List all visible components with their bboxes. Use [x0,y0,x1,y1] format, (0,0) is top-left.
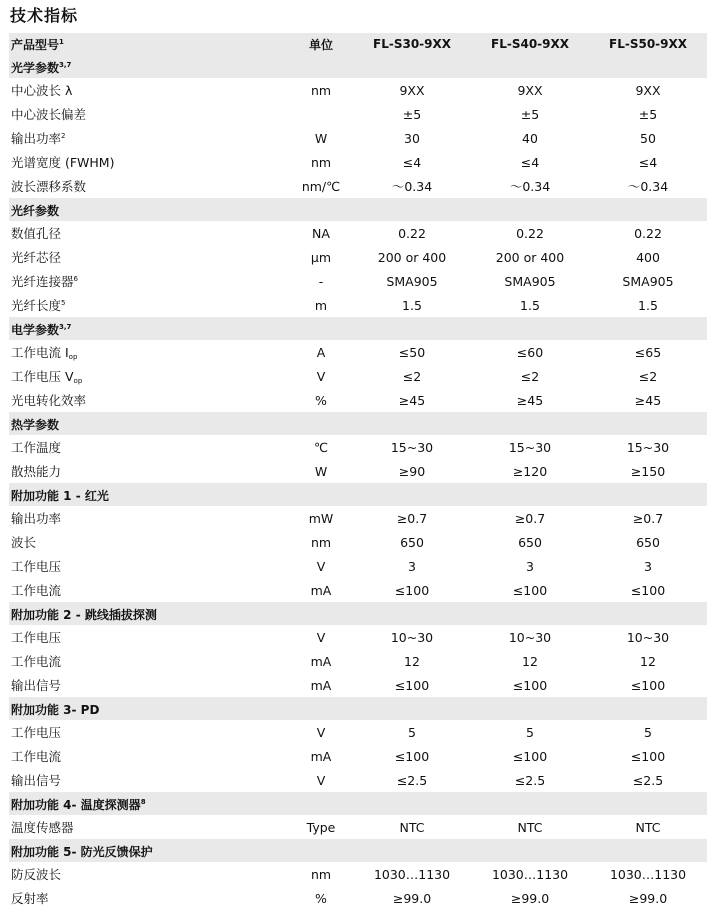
param-value: ≤100 [512,582,548,598]
table-row [9,768,707,792]
param-unit: nm/℃ [301,178,341,194]
param-value: 0.22 [634,225,662,241]
table-row [9,126,707,150]
param-value: 30 [404,130,420,146]
param-value: 15~30 [626,439,670,455]
table-row [9,815,707,839]
param-value: ≥45 [398,392,426,408]
table-row [9,506,707,530]
param-label: 输出功率 [11,511,62,526]
param-label: 工作温度 [11,440,62,455]
param-unit: V [316,724,326,740]
section-header-row [9,317,707,340]
param-value: 650 [518,534,542,550]
param-value: 5 [408,724,416,740]
param-label-cell [9,768,289,792]
param-label: 输出信号 [11,678,62,693]
param-label-cell [9,174,289,198]
param-value: ≥99.0 [510,890,550,906]
param-value: 3 [408,558,416,574]
param-label: 光谱宽度 (FWHM) [11,155,115,170]
param-unit: μm [310,249,332,265]
section-title-cell [9,792,707,815]
param-label-cell [9,673,289,697]
param-value: ≤100 [512,748,548,764]
param-value: ≤2.5 [396,772,428,788]
table-row [9,554,707,578]
param-value: 9XX [399,82,425,98]
param-value: 1030…1130 [373,866,451,882]
param-value: ≥99.0 [628,890,668,906]
param-value: 40 [522,130,538,146]
section-title-cell [9,317,707,340]
section-header-row [9,55,707,78]
param-unit: W [314,130,328,146]
param-label: 散热能力 [11,464,62,479]
table-row [9,578,707,602]
param-label: 工作电压 [11,725,62,740]
param-label-cell [9,649,289,673]
table-row [9,364,707,388]
section-title: 附加功能 3- PD [11,703,100,717]
param-label-cell [9,554,289,578]
param-label-cell [9,245,289,269]
param-value: 200 or 400 [495,249,565,265]
param-value: ≥150 [630,463,666,479]
section-title: 光学参数 [11,61,60,75]
param-label: 数值孔径 [11,226,62,241]
param-value: ≤50 [398,344,426,360]
section-title-cell [9,602,707,625]
param-value: 3 [644,558,652,574]
param-subscript: op [73,377,83,385]
header-model-2: FL-S40-9XX [471,33,589,55]
section-title-cell [9,697,707,720]
section-title: 附加功能 5- 防光反馈保护 [11,845,153,859]
table-row [9,673,707,697]
param-value: ≤4 [402,154,422,170]
param-unit: mW [308,510,334,526]
table-row [9,245,707,269]
param-value: ≥99.0 [392,890,432,906]
section-title-cell [9,483,707,506]
table-row [9,625,707,649]
param-value: ≤60 [516,344,544,360]
param-value: ≤100 [512,677,548,693]
param-value: ≤100 [630,582,666,598]
param-label-cell [9,886,289,910]
param-label: 工作电流 [11,749,62,764]
param-value: ≤100 [394,748,430,764]
param-value: ≥90 [398,463,426,479]
param-unit: nm [310,82,332,98]
param-value: ≤2 [402,368,422,384]
param-value: SMA905 [504,273,556,289]
param-unit: V [316,629,326,645]
param-unit: m [314,297,328,313]
footnote-marker: 3,7 [59,323,72,331]
param-value: 12 [522,653,538,669]
section-header-row [9,412,707,435]
param-label: 波长漂移系数 [11,179,87,194]
param-value: 12 [640,653,656,669]
table-row [9,862,707,886]
param-value: ≤100 [630,748,666,764]
param-label-cell [9,269,289,293]
param-value: 9XX [635,82,661,98]
param-label: 中心波长 λ [11,83,73,98]
param-value: ～0.34 [627,179,669,194]
param-value: ≤2 [520,368,540,384]
param-label-cell [9,625,289,649]
header-model-3: FL-S50-9XX [589,33,707,55]
param-label: 温度传感器 [11,820,74,835]
table-row [9,221,707,245]
param-value: ≥0.7 [514,510,546,526]
param-label-cell [9,78,289,102]
param-unit: nm [310,154,332,170]
param-label: 光纤芯径 [11,250,62,265]
footnote-marker: 6 [73,275,78,283]
param-value: ～0.34 [509,179,551,194]
section-header-row [9,198,707,221]
param-value: ≤4 [520,154,540,170]
param-value: 9XX [517,82,543,98]
param-label: 工作电流 [11,654,62,669]
param-value: 10~30 [626,629,670,645]
param-unit: nm [310,866,332,882]
param-value: ≥120 [512,463,548,479]
param-label-cell [9,388,289,412]
param-label: 防反波长 [11,867,62,882]
param-label-cell [9,578,289,602]
param-unit: mA [310,582,332,598]
param-subscript: op [68,353,78,361]
param-value: 0.22 [516,225,544,241]
param-value: 3 [526,558,534,574]
param-label-cell [9,340,289,364]
section-header-row [9,602,707,625]
param-value: 1.5 [402,297,422,313]
table-header-row [9,33,707,55]
param-value: 1030…1130 [491,866,569,882]
param-value: 15~30 [390,439,434,455]
param-value: ≤2.5 [632,772,664,788]
param-label: 光纤连接器 [11,274,74,289]
param-label: 工作电流 [11,583,62,598]
param-label-cell [9,221,289,245]
param-value: ≥45 [516,392,544,408]
param-label: 输出功率 [11,131,62,146]
param-label-cell [9,150,289,174]
param-value: ≥0.7 [396,510,428,526]
param-label-cell [9,720,289,744]
param-label: 光电转化效率 [11,393,87,408]
param-label-cell [9,102,289,126]
param-unit: W [314,463,328,479]
param-value: 0.22 [398,225,426,241]
param-value: ≤100 [394,582,430,598]
param-value: ≤4 [638,154,658,170]
table-row [9,102,707,126]
param-value: NTC [635,819,661,835]
param-value: NTC [517,819,543,835]
param-value: ≤100 [394,677,430,693]
param-label: 工作电压 V [11,369,74,384]
param-label-cell [9,293,289,317]
param-unit: mA [310,677,332,693]
param-value: 1.5 [520,297,540,313]
section-header-row [9,792,707,815]
table-row [9,269,707,293]
param-unit: Type [306,819,336,835]
param-label: 光纤长度 [11,298,62,313]
param-unit: V [316,368,326,384]
table-row [9,340,707,364]
param-value: ≤100 [630,677,666,693]
param-label: 输出信号 [11,773,62,788]
section-title-cell [9,55,707,78]
param-value: 1030…1130 [609,866,687,882]
footnote-marker: 3,7 [59,61,72,69]
param-unit: mA [310,653,332,669]
table-row [9,78,707,102]
param-value: 50 [640,130,656,146]
param-value: ≤2 [638,368,658,384]
header-model-1: FL-S30-9XX [353,33,471,55]
param-value: 400 [636,249,660,265]
param-label-cell [9,435,289,459]
param-label-cell [9,506,289,530]
param-label-cell [9,126,289,150]
spec-table [9,33,707,910]
footnote-marker: 1 [59,37,64,46]
section-title: 附加功能 1 - 红光 [11,489,109,503]
table-row [9,530,707,554]
param-value: 650 [636,534,660,550]
header-unit: 单位 [289,33,353,55]
param-unit: % [315,890,327,906]
param-label-cell [9,815,289,839]
param-value: ≥0.7 [632,510,664,526]
param-label: 工作电流 I [11,345,69,360]
param-value: 650 [400,534,424,550]
param-unit: - [318,273,324,289]
param-label-cell [9,744,289,768]
param-value: ～0.34 [391,179,433,194]
param-unit: V [316,772,326,788]
section-title: 附加功能 2 - 跳线插拔探测 [11,608,157,622]
section-header-row [9,483,707,506]
table-row [9,174,707,198]
footnote-marker: 8 [140,798,146,806]
param-value: 200 or 400 [377,249,447,265]
param-unit: % [315,392,327,408]
section-header-row [9,839,707,862]
table-row [9,150,707,174]
table-row [9,459,707,483]
param-unit: ℃ [313,439,329,455]
footnote-marker: 5 [61,299,66,307]
param-value: NTC [399,819,425,835]
param-value: ±5 [402,106,422,122]
param-value: SMA905 [386,273,438,289]
page-title: 技术指标 [10,6,79,25]
param-value: ≤2.5 [514,772,546,788]
param-unit: nm [310,534,332,550]
table-row [9,435,707,459]
param-unit: NA [312,225,330,241]
param-value: 12 [404,653,420,669]
footnote-marker: 2 [61,132,66,140]
table-row [9,744,707,768]
param-value: 5 [644,724,652,740]
param-unit: A [316,344,326,360]
param-value: ≥45 [634,392,662,408]
param-label-cell [9,530,289,554]
table-row [9,293,707,317]
section-title-cell [9,839,707,862]
param-unit: V [316,558,326,574]
param-label-cell [9,862,289,886]
section-title-cell [9,198,707,221]
param-label: 波长 [11,535,37,550]
param-value: ±5 [638,106,658,122]
table-row [9,720,707,744]
param-label: 工作电压 [11,559,62,574]
section-title-cell [9,412,707,435]
section-title: 电学参数 [11,323,60,337]
param-label-cell [9,459,289,483]
section-title: 热学参数 [11,418,60,432]
table-row [9,886,707,910]
param-label: 工作电压 [11,630,62,645]
param-label: 中心波长偏差 [11,107,87,122]
param-unit [289,102,353,126]
param-value: ≤65 [634,344,662,360]
param-value: SMA905 [622,273,674,289]
table-row [9,649,707,673]
param-value: 1.5 [638,297,658,313]
param-label-cell [9,364,289,388]
param-value: 15~30 [508,439,552,455]
param-label: 反射率 [11,891,49,906]
param-unit: mA [310,748,332,764]
header-label-cell [9,33,289,55]
section-title: 附加功能 4- 温度探测器 [11,798,141,812]
param-value: 5 [526,724,534,740]
header-label: 产品型号 [11,37,60,52]
param-value: ±5 [520,106,540,122]
param-value: 10~30 [508,629,552,645]
section-header-row [9,697,707,720]
table-row [9,388,707,412]
param-value: 10~30 [390,629,434,645]
section-title: 光纤参数 [11,204,60,218]
